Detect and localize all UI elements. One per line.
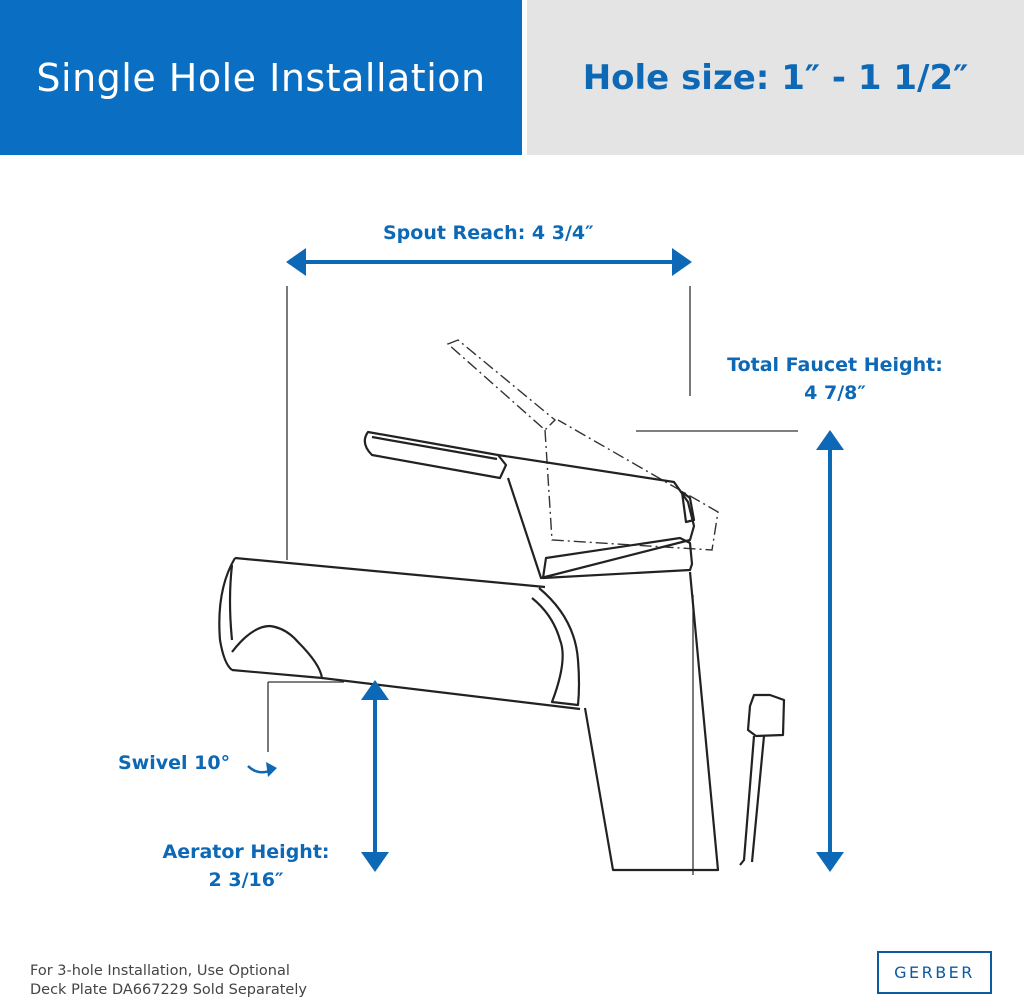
extension-lines xyxy=(268,286,798,875)
spout-front-curve xyxy=(219,558,235,670)
faucet-body xyxy=(219,432,784,870)
aerator-outlet xyxy=(232,626,322,678)
installation-note-line1: For 3-hole Installation, Use Optional xyxy=(30,963,290,979)
installation-note-line2: Deck Plate DA667229 Sold Separately xyxy=(30,982,307,998)
pop-up-rod xyxy=(740,736,764,865)
spout-bottom-edge xyxy=(322,678,580,709)
handle-raised-outline xyxy=(448,340,718,550)
handle-cap xyxy=(498,455,694,578)
total-height-value: 4 7/8″ xyxy=(804,382,866,404)
aerator-height-arrow xyxy=(361,680,389,872)
total-height-title: Total Faucet Height: xyxy=(727,354,943,376)
brand-logo xyxy=(877,951,992,994)
total-height-arrow xyxy=(816,430,844,872)
swivel-arrow-icon xyxy=(248,762,277,777)
spout-reach-label: Spout Reach: 4 3/4″ xyxy=(383,222,594,244)
spout-top-edge xyxy=(235,558,545,587)
installation-note xyxy=(30,962,307,1000)
aerator-height-title: Aerator Height: xyxy=(162,841,330,863)
aerator-height-value: 2 3/16″ xyxy=(208,869,284,891)
swivel-label: Swivel 10° xyxy=(118,752,231,774)
aerator-height-label xyxy=(160,838,332,894)
installation-title: Single Hole Installation xyxy=(36,55,486,100)
total-height-label xyxy=(724,351,946,407)
spout-front-highlight xyxy=(230,565,232,640)
brand-name: GERBER xyxy=(894,963,975,982)
spout-reach-arrow xyxy=(286,248,692,276)
pop-up-knob xyxy=(748,695,784,736)
faucet-body-front xyxy=(585,572,718,870)
hole-size-title: Hole size: 1″ - 1 1/2″ xyxy=(582,57,969,98)
spout-neck xyxy=(532,588,579,705)
lever-handle-highlight xyxy=(372,437,497,459)
